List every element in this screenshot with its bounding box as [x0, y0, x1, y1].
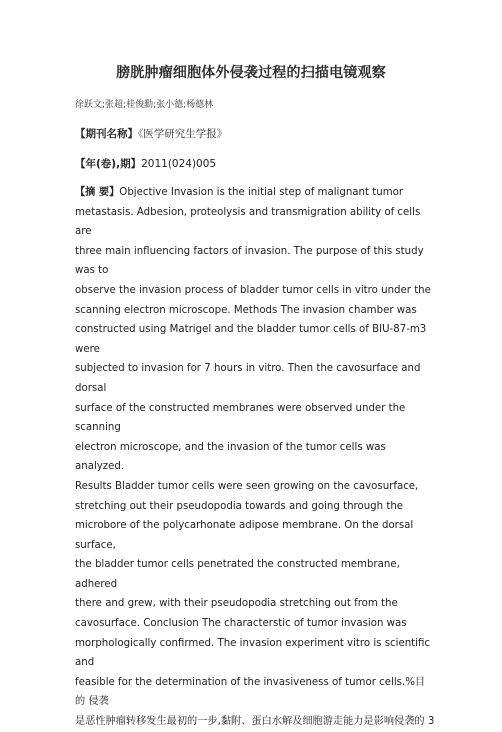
abstract-line: the bladder tumor cells penetrated the constructed membrane, adhered [75, 559, 400, 590]
abstract-line: there and grew, with their pseudopodia stretching out from the [75, 598, 398, 610]
abstract-line: microbore of the polycarhonate adipose membrane. On the dorsal surface, [75, 520, 414, 551]
paper-title: 膀胱肿瘤细胞体外侵袭过程的扫描电镜观察 [116, 65, 386, 81]
abstract-line: morphologically confirmed. The invasion experiment vitro is scientific and [75, 637, 431, 669]
abstract-line: electron microscope, and the invasion of the tumor cells was analyzed. [75, 441, 386, 473]
author-list: 徐跃文;张超;桂俊勳;张小德;杨德林 [75, 100, 214, 110]
journal-field [75, 126, 227, 141]
year-label: 【年(卷),期】 [75, 158, 142, 170]
year-volume-issue-field [75, 156, 216, 171]
abstract-line: 【摘 要】Objective Invasion is the initial step of malignant tumor [75, 187, 404, 198]
journal-value: 《医学研究生学报》 [138, 128, 228, 140]
abstract-line: 是恶性肿瘤转移发生最初的一步,黏附、蛋白水解及细胞游走能力是影响侵袭的 3 [75, 716, 435, 728]
abstract-line: metastasis. Adbesion, proteolysis and transmigration ability of cells are [75, 206, 421, 238]
abstract-line: feasible for the determination of the invasiveness of tumor cells.%目的 侵袭 [75, 676, 426, 708]
abstract-label: 【摘 要】 [75, 187, 120, 198]
abstract-block [75, 183, 435, 732]
abstract-line: surface of the constructed membranes were observed under the scanning [75, 402, 406, 434]
year-value: 2011(024)005 [141, 158, 217, 170]
journal-label: 【期刊名称】 [75, 128, 138, 140]
abstract-line: Results Bladder tumor cells were seen growing on the cavosurface, [75, 480, 419, 492]
abstract-line: subjected to invasion for 7 hours in vitro. Then the cavosurface and dorsal [75, 363, 421, 394]
abstract-line: stretching out their pseudopodia towards and going through the [75, 500, 404, 512]
abstract-line: cavosurface. Conclusion The characterstic of tumor invasion was [75, 618, 407, 630]
abstract-line: observe the invasion process of bladder tumor cells in vitro under the [75, 284, 431, 296]
abstract-line: constructed using Matrigel and the bladder tumor cells of BIU-87-m3 were [75, 324, 427, 355]
abstract-line: three main influencing factors of invasion. The purpose of this study was to [75, 245, 424, 277]
abstract-line: scanning electron microscope. Methods The invasion chamber was [75, 304, 417, 316]
